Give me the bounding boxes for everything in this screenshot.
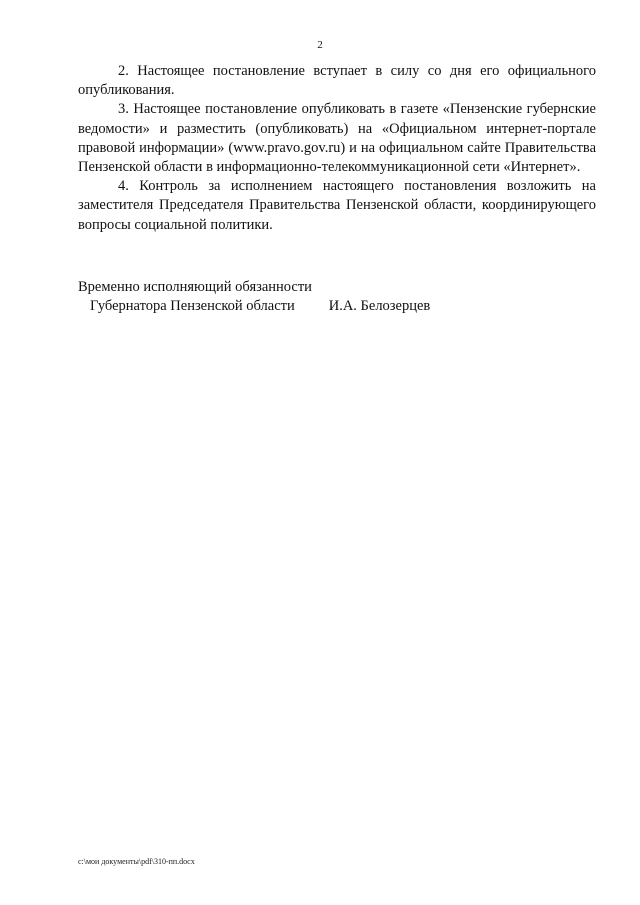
file-path-footer: c:\мои документы\pdf\310-пп.docx [78,857,195,866]
page-number: 2 [317,39,323,51]
paragraph-effective-date: 2. Настоящее постановление вступает в силу со дня его официального опубликования. [78,63,596,99]
signature-block [78,278,596,316]
paragraph-publication: 3. Настоящее постановление опубликовать в газете «Пензенские губернские ведомости» и разместить (опубликовать) на «Официальном интернет-портале правовой информации» (www.pravo.gov.ru) и на официальном сайте Правительства Пензенской области в информационно-телекоммуникационной сети «Интернет». [78,101,596,176]
signatory-position-row [78,297,596,316]
signatory-position-line1: Временно исполняющий обязанности [78,279,312,295]
signatory-position-line2: Губернатора Пензенской области [90,298,295,315]
document-body [78,62,596,235]
paragraph-control: 4. Контроль за исполнением настоящего постановления возложить на заместителя Председателя Правительства Пензенской области, координирующего вопросы социальной политики. [78,178,596,233]
signatory-name: И.А. Белозерцев [328,298,431,315]
